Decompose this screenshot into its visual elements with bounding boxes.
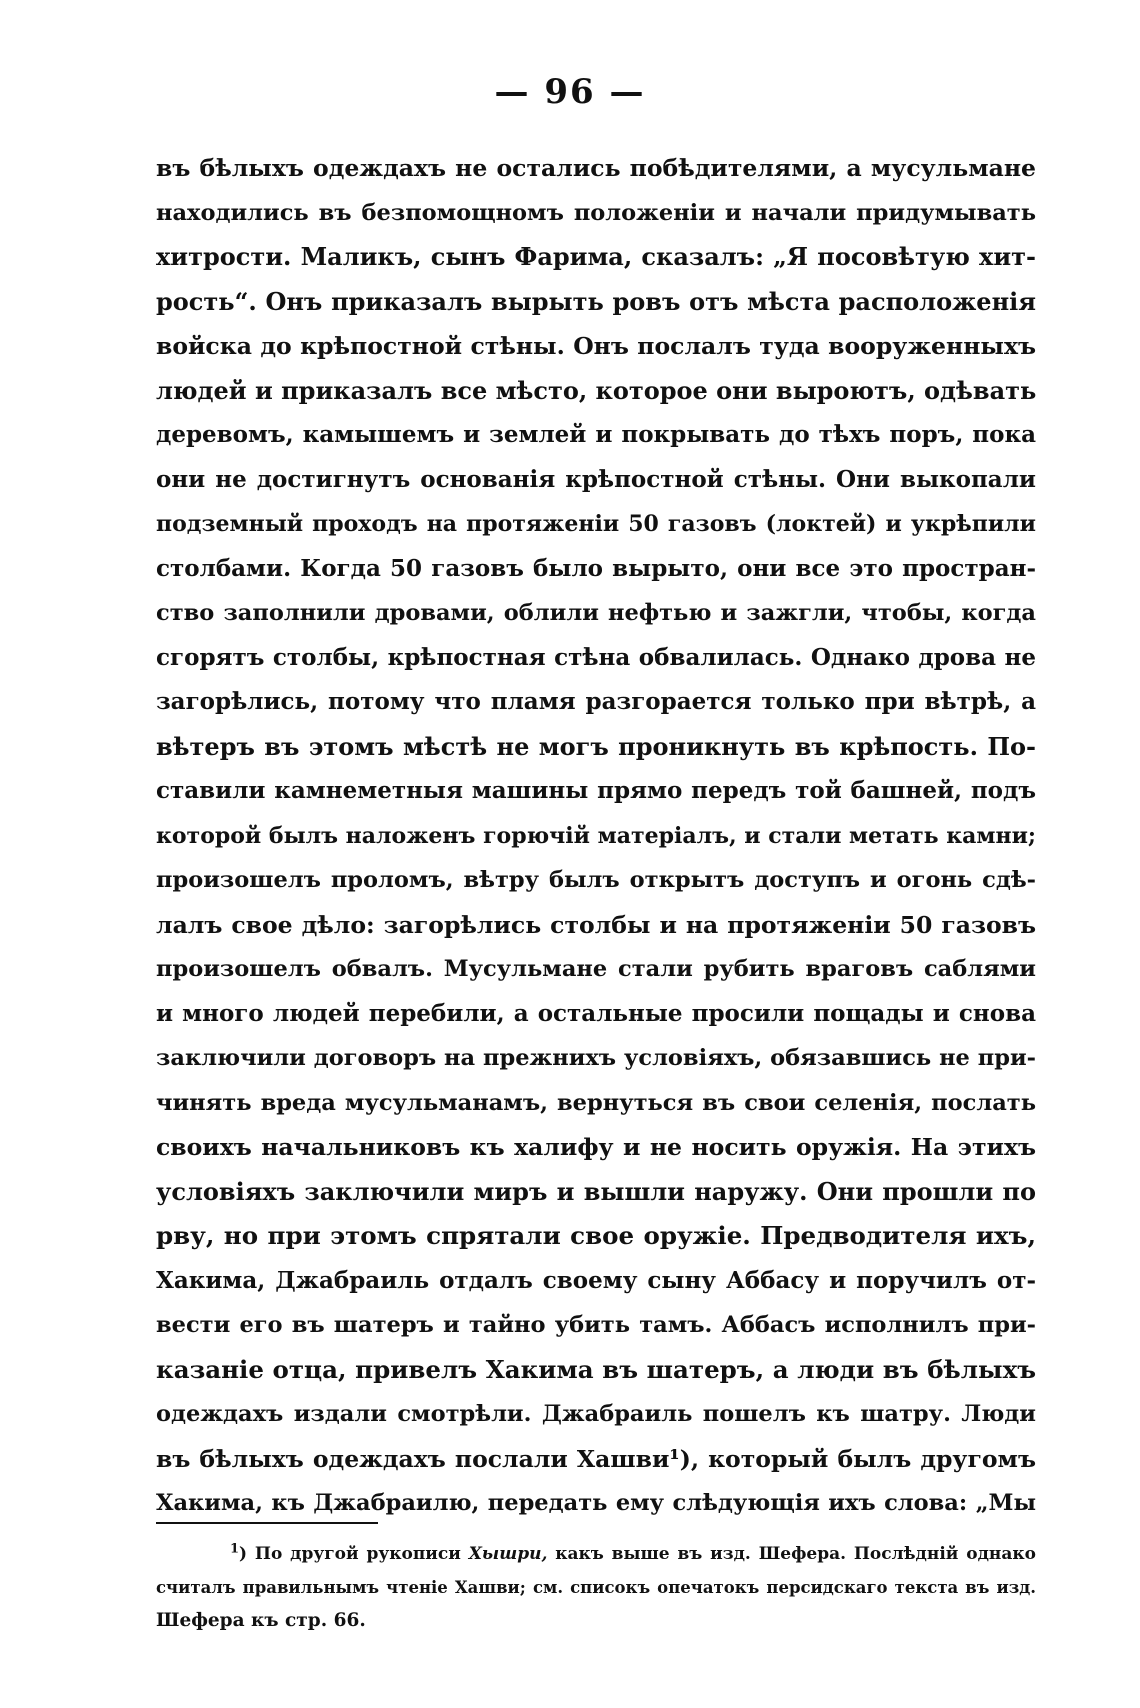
body-line: казаніе отца, привелъ Хакима въ шатеръ, а люди въ бѣлыхъ [156, 1354, 1036, 1384]
body-line: чинять вреда мусульманамъ, вернуться въ свои селенія, послать [156, 1089, 1036, 1116]
body-line: столбами. Когда 50 газовъ было вырыто, они все это простран- [156, 554, 1036, 582]
body-line: въ бѣлыхъ одеждахъ послали Хашви¹), который былъ другомъ [156, 1444, 1036, 1473]
body-line: лалъ свое дѣло: загорѣлись столбы и на протяженіи 50 газовъ [156, 910, 1036, 939]
body-line: рость“. Онъ приказалъ вырыть ровъ отъ мѣста расположенія [156, 286, 1036, 316]
footnote-text-suffix: какъ выше въ изд. Шефера. Послѣдній однако [547, 1544, 1036, 1564]
body-line: произошелъ проломъ, вѣтру былъ открытъ доступъ и огонь сдѣ- [156, 867, 1036, 893]
body-line: вѣтеръ въ этомъ мѣстѣ не могъ проникнуть въ крѣпость. По- [156, 731, 1036, 761]
footnote-line: Шефера къ стр. 66. [156, 1610, 366, 1631]
body-line: въ бѣлыхъ одеждахъ не остались побѣдителями, а мусульмане [156, 154, 1036, 182]
footnote-text-prefix: ) По другой рукописи [239, 1544, 469, 1564]
footnote-line [156, 1538, 1036, 1571]
footnote-line: считалъ правильнымъ чтеніе Хашви; см. списокъ опечатокъ персидскаго текста въ изд. [156, 1578, 1036, 1597]
body-line: одеждахъ издали смотрѣли. Джабраиль пошелъ къ шатру. Люди [156, 1401, 1036, 1427]
body-line: загорѣлись, потому что пламя разгорается только при вѣтрѣ, а [156, 688, 1036, 715]
body-line: Хакима, Джабраиль отдалъ своему сыну Аббасу и поручилъ от- [156, 1266, 1036, 1294]
body-line: они не достигнутъ основанія крѣпостной стѣны. Они выкопали [156, 465, 1036, 493]
body-line: подземный проходъ на протяженіи 50 газовъ (локтей) и укрѣпили [156, 511, 1036, 537]
body-line: рву, но при этомъ спрятали свое оружіе. Предводителя ихъ, [156, 1221, 1036, 1250]
body-line: людей и приказалъ все мѣсто, которое они выроютъ, одѣвать [156, 375, 1036, 405]
body-line: которой былъ наложенъ горючій матеріалъ, и стали метать камни; [156, 822, 1036, 849]
body-line: сгорятъ столбы, крѣпостная стѣна обвалилась. Однако дрова не [156, 643, 1036, 671]
body-line: произошелъ обвалъ. Мусульмане стали рубить враговъ саблями [156, 956, 1036, 982]
page-number: — 96 — [494, 72, 646, 112]
body-line: условіяхъ заключили миръ и вышли наружу. Они прошли по [156, 1176, 1036, 1206]
footnote [156, 1538, 1036, 1637]
body-line: войска до крѣпостной стѣны. Онъ послалъ туда вооруженныхъ [156, 332, 1036, 360]
body-line: ставили камнеметныя машины прямо передъ той башней, подъ [156, 777, 1036, 804]
footnote-italic-term: Хышри, [468, 1544, 548, 1564]
body-line: находились въ безпомощномъ положеніи и начали придумывать [156, 199, 1036, 226]
body-line: своихъ начальниковъ къ халифу и не носить оружія. На этихъ [156, 1133, 1036, 1161]
body-line: хитрости. Маликъ, сынъ Фарима, сказалъ: „Я посовѣтую хит- [156, 242, 1036, 271]
body-line: и много людей перебили, а остальные просили пощады и снова [156, 999, 1036, 1027]
body-line: заключили договоръ на прежнихъ условіяхъ, обязавшись не при- [156, 1045, 1036, 1071]
footnote-divider [156, 1522, 378, 1524]
body-line: вести его въ шатеръ и тайно убить тамъ. Аббасъ исполнилъ при- [156, 1312, 1036, 1338]
body-text [156, 146, 1036, 1526]
footnote-marker: 1 [230, 1541, 240, 1557]
body-line: ство заполнили дровами, облили нефтью и зажгли, чтобы, когда [156, 600, 1036, 626]
body-line: деревомъ, камышемъ и землей и покрывать до тѣхъ поръ, пока [156, 421, 1036, 448]
body-line: Хакима, къ Джабраилю, передать ему слѣдующія ихъ слова: „Мы [156, 1490, 1036, 1516]
